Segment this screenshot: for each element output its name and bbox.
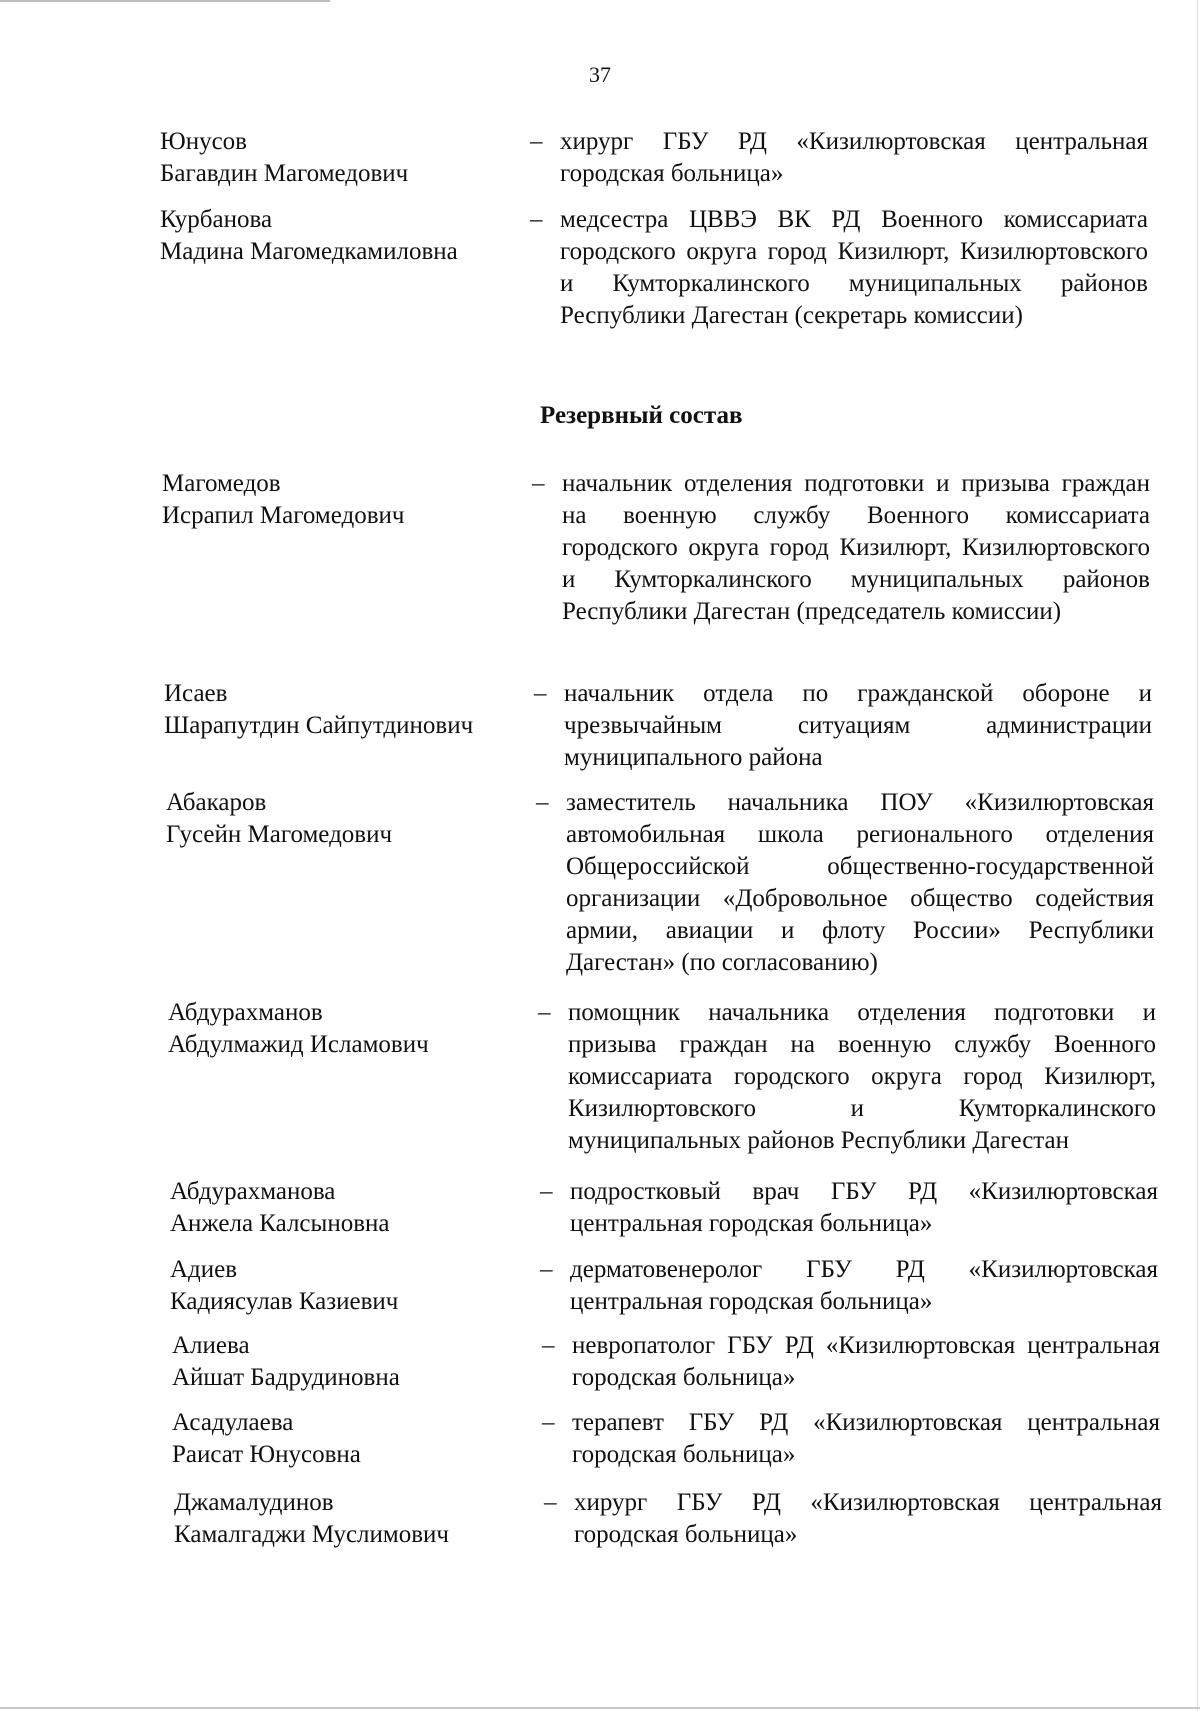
dash-separator: – — [544, 1489, 557, 1516]
member-surname: Абдурахманов — [168, 999, 323, 1026]
member-person — [168, 997, 568, 1061]
member-person — [160, 126, 560, 190]
member-role: подростковый врач ГБУ РД «Кизилюртовская центральная городская больница» — [570, 1178, 1158, 1237]
dash-separator: – — [532, 470, 545, 497]
member-surname: Абдурахманова — [170, 1178, 336, 1205]
member-surname: Абакаров — [166, 789, 267, 816]
dash-separator: – — [530, 206, 543, 233]
member-name: Абдулмажид Исламович — [168, 1031, 429, 1058]
member-name: Раисат Юнусовна — [172, 1441, 361, 1468]
dash-separator: – — [540, 1178, 553, 1205]
member-name: Мадина Магомедкамиловна — [160, 238, 458, 265]
member-surname: Исаев — [164, 680, 228, 707]
member-person — [166, 787, 566, 851]
member-surname: Адиев — [170, 1256, 238, 1283]
member-surname: Курбанова — [160, 206, 273, 233]
member-role: терапевт ГБУ РД «Кизилюртовская центральная городская больница» — [572, 1409, 1160, 1468]
scan-edge-top — [0, 0, 330, 2]
member-name: Айшат Бадрудиновна — [172, 1364, 400, 1391]
dash-separator: – — [534, 680, 547, 707]
member-name: Багавдин Магомедович — [160, 160, 409, 187]
member-role: хирург ГБУ РД «Кизилюртовская центральная городская больница» — [560, 128, 1148, 187]
member-name: Анжела Калсыновна — [170, 1210, 390, 1237]
member-surname: Джамалудинов — [174, 1489, 334, 1516]
member-surname: Магомедов — [162, 470, 281, 497]
dash-separator: – — [530, 128, 543, 155]
member-role: хирург ГБУ РД «Кизилюртовская центральная городская больница» — [574, 1489, 1162, 1548]
dash-separator: – — [538, 999, 551, 1026]
member-person — [170, 1176, 570, 1240]
member-person — [162, 468, 562, 532]
member-person — [164, 678, 564, 742]
member-name: Кадиясулав Казиевич — [170, 1288, 399, 1315]
member-role: заместитель начальника ПОУ «Кизилюртовская автомобильная школа регионального отделения Общероссийской общественно-государственной организации «Добровольное общество содействия армии, авиации и флоту России» Республики Дагестан» (по согласованию) — [566, 789, 1154, 976]
member-role: помощник начальника отделения подготовки и призыва граждан на военную службу Военного комиссариата городского округа город Кизилюрт, Кизилюртовского и Кумторкалинского муниципальных районов Республики Дагестан — [568, 999, 1156, 1154]
page-number: 37 — [589, 62, 611, 87]
section-heading: Резервный состав — [540, 402, 743, 429]
scan-edge-bottom — [0, 1707, 1200, 1709]
member-person — [174, 1487, 574, 1551]
member-name: Камалгаджи Муслимович — [174, 1521, 449, 1548]
member-role: начальник отделения подготовки и призыва граждан на военную службу Военного комиссариата городского округа город Кизилюрт, Кизилюртовского и Кумторкалинского муниципальных районов Республики Дагестан (председатель комиссии) — [562, 470, 1150, 625]
member-surname: Юнусов — [160, 128, 247, 155]
member-role: дерматовенеролог ГБУ РД «Кизилюртовская центральная городская больница» — [570, 1256, 1158, 1315]
member-role: невропатолог ГБУ РД «Кизилюртовская центральная городская больница» — [572, 1332, 1160, 1391]
member-name: Гусейн Магомедович — [166, 821, 393, 848]
member-surname: Асадулаева — [172, 1409, 294, 1436]
member-person — [170, 1254, 570, 1318]
member-person — [160, 204, 560, 268]
member-surname: Алиева — [172, 1332, 250, 1359]
member-person — [172, 1330, 572, 1394]
member-name: Исрапил Магомедович — [162, 502, 405, 529]
member-person — [172, 1407, 572, 1471]
dash-separator: – — [542, 1332, 555, 1359]
scan-edge-right — [1197, 0, 1198, 1711]
member-role: медсестра ЦВВЭ ВК РД Военного комиссариата городского округа город Кизилюрт, Кизилюртовского и Кумторкалинского муниципальных районов Республики Дагестан (секретарь комиссии) — [560, 206, 1148, 329]
dash-separator: – — [540, 1256, 553, 1283]
dash-separator: – — [536, 789, 549, 816]
dash-separator: – — [542, 1409, 555, 1436]
member-role: начальник отдела по гражданской обороне и чрезвычайным ситуациям администрации муниципального района — [564, 680, 1152, 771]
member-name: Шарапутдин Сайпутдинович — [164, 712, 474, 739]
